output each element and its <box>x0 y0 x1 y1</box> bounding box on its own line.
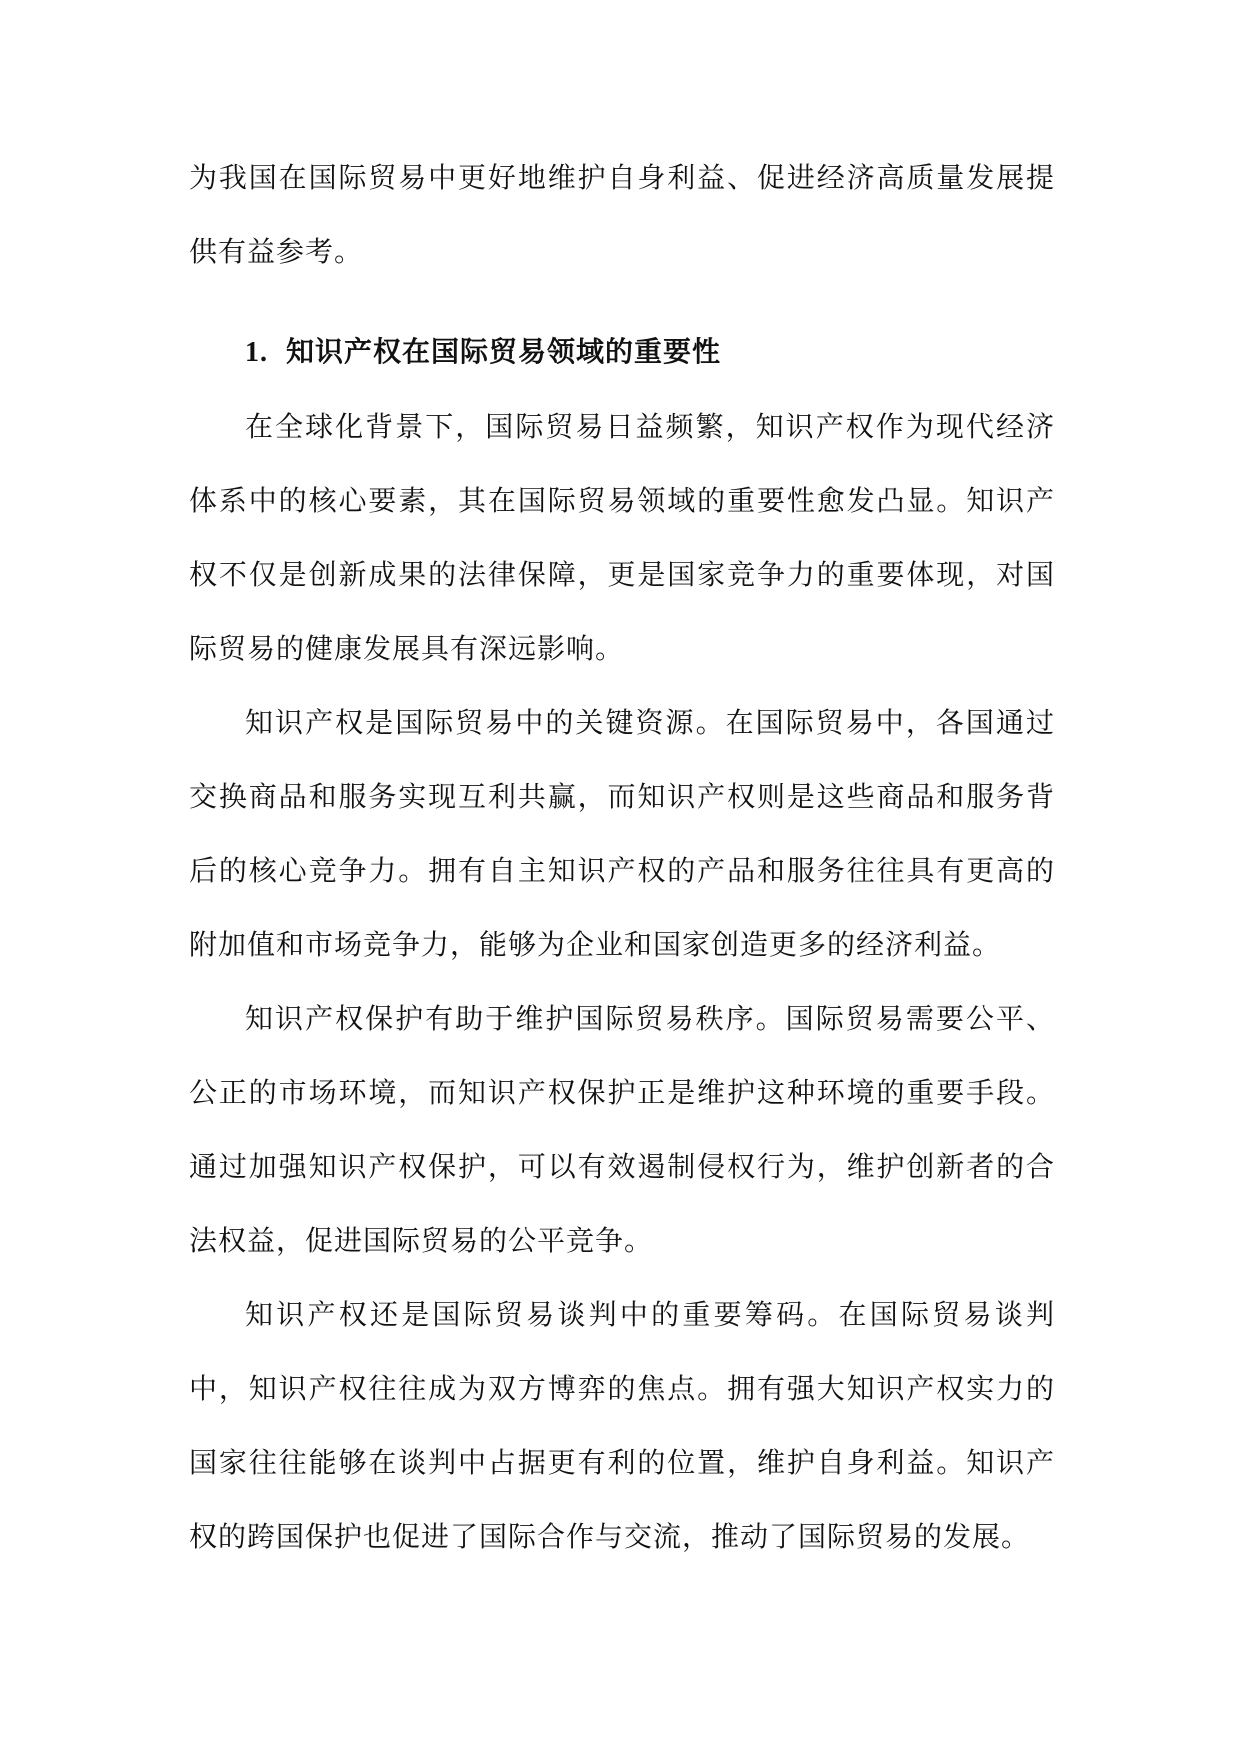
body-paragraph: 知识产权保护有助于维护国际贸易秩序。国际贸易需要公平、公正的市场环境，而知识产权保护正是维护这种环境的重要手段。通过加强知识产权保护，可以有效遏制侵权行为，维护创新者的合法权益，促进国际贸易的公平竞争。 <box>189 1002 1055 1257</box>
continuation-paragraph: 为我国在国际贸易中更好地维护自身利益、促进经济高质量发展提供有益参考。 <box>189 161 1055 268</box>
body-paragraph: 知识产权是国际贸易中的关键资源。在国际贸易中，各国通过交换商品和服务实现互利共赢，而知识产权则是这些商品和服务背后的核心竞争力。拥有自主知识产权的产品和服务往往具有更高的附加值和市场竞争力，能够为企业和国家创造更多的经济利益。 <box>189 706 1055 961</box>
document-body <box>189 141 1055 1574</box>
body-paragraph: 知识产权还是国际贸易谈判中的重要筹码。在国际贸易谈判中，知识产权往往成为双方博弈的焦点。拥有强大知识产权实力的国家往往能够在谈判中占据更有利的位置，维护自身利益。知识产权的跨国保护也促进了国际合作与交流，推动了国际贸易的发展。 <box>189 1298 1055 1553</box>
section-heading <box>189 315 1055 390</box>
section-title: 知识产权在国际贸易领域的重要性 <box>286 335 722 368</box>
body-paragraph: 在全球化背景下，国际贸易日益频繁，知识产权作为现代经济体系中的核心要素，其在国际贸易领域的重要性愈发凸显。知识产权不仅是创新成果的法律保障，更是国家竞争力的重要体现，对国际贸易的健康发展具有深远影响。 <box>189 410 1055 665</box>
section-number: 1. <box>245 337 268 368</box>
